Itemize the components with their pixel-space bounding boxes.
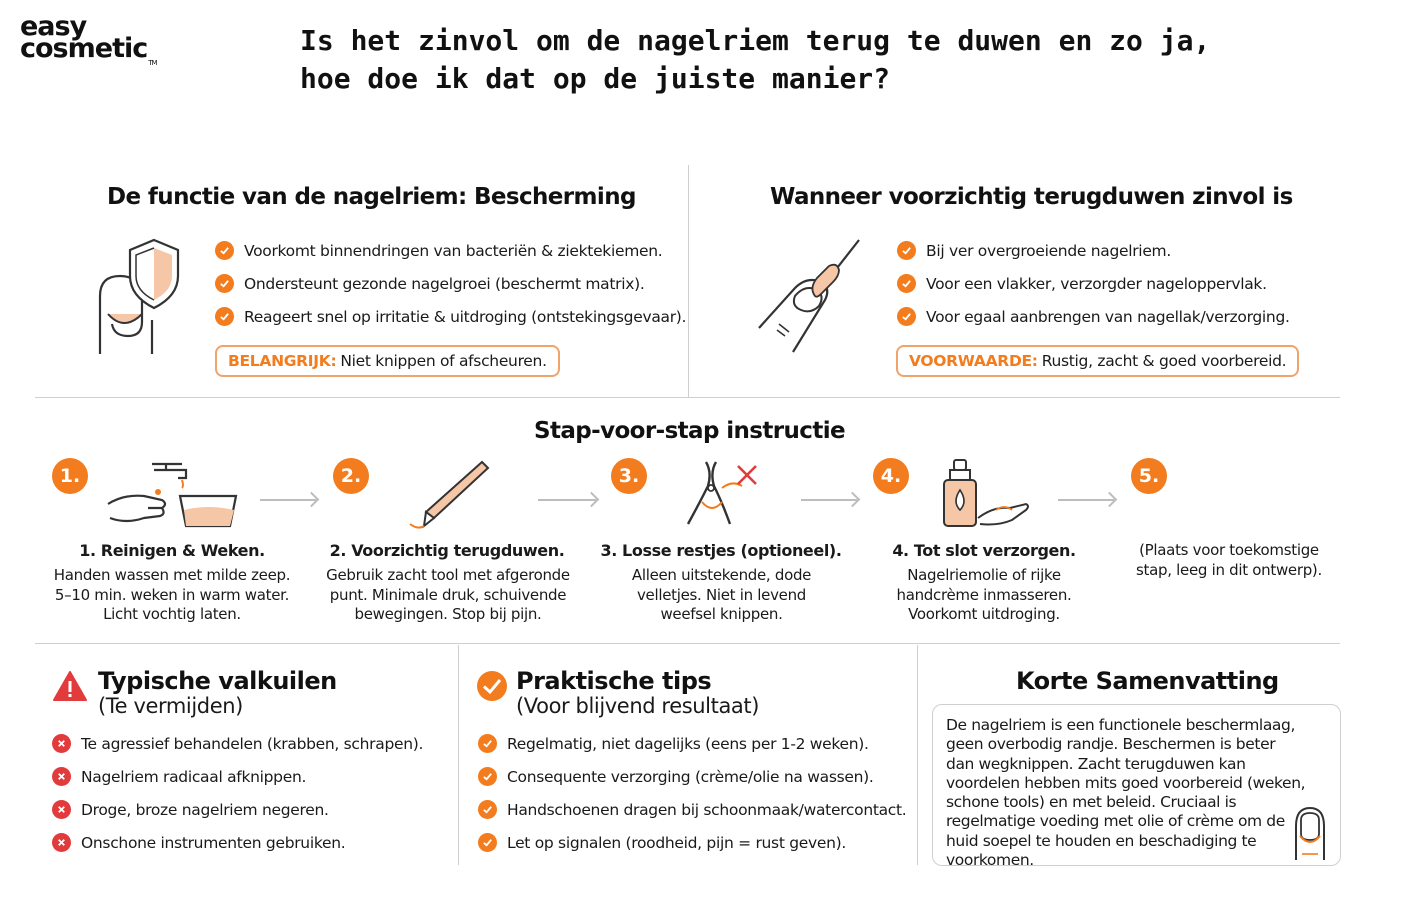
nail-icon <box>1290 804 1330 862</box>
list-item: Droge, broze nagelriem negeren. <box>52 793 423 826</box>
step-arrow <box>801 499 857 501</box>
step-number-4: 4. <box>873 458 909 494</box>
logo-line-2: cosmetic <box>20 33 148 64</box>
cuticle-pusher-icon <box>404 458 494 530</box>
check-circle-icon <box>478 734 497 753</box>
step-number-5: 5. <box>1131 458 1167 494</box>
page-title: Is het zinvol om de nagelriem terug te duwen en zo ja, hoe doe ik dat op de juiste manier? <box>300 24 1211 95</box>
cross-circle-icon <box>52 800 71 819</box>
step-desc-2: Gebruik zacht tool met afgeronde punt. Minimale druk, schuivende bewegingen. Stop bij pijn. <box>326 566 570 623</box>
step-title-4: 4. Tot slot verzorgen. <box>892 541 1076 560</box>
warning-icon <box>52 670 88 702</box>
check-circle-icon <box>478 800 497 819</box>
pitfalls-list <box>52 727 423 859</box>
tips-list <box>478 727 906 859</box>
oil-bottle-hand-icon <box>940 458 1032 530</box>
check-circle-icon <box>897 241 916 260</box>
when-list <box>897 234 1290 333</box>
steps-title: Stap-voor-stap instructie <box>534 418 846 444</box>
important-note <box>215 345 560 377</box>
list-item: Ondersteunt gezonde nagelgroei (beschermt matrix). <box>215 267 686 300</box>
step-number-1: 1. <box>52 458 88 494</box>
cross-circle-icon <box>52 833 71 852</box>
list-item: Voor een vlakker, verzorgder nageloppervlak. <box>897 267 1290 300</box>
cross-circle-icon <box>52 767 71 786</box>
divider <box>35 397 1340 398</box>
step-arrow <box>260 499 316 501</box>
step-number-2: 2. <box>333 458 369 494</box>
logo-trademark: TM <box>148 59 157 67</box>
divider <box>35 643 1340 644</box>
pitfalls-title: Typische valkuilen <box>98 667 337 695</box>
list-item: Let op signalen (roodheid, pijn = rust geven). <box>478 826 906 859</box>
tips-title: Praktische tips <box>516 667 712 695</box>
step-desc-1: Handen wassen met milde zeep. 5–10 min. weken in warm water. Licht vochtig laten. <box>53 566 291 623</box>
finger-shield-icon <box>92 236 188 358</box>
check-circle-icon <box>478 833 497 852</box>
divider <box>917 645 918 865</box>
cross-circle-icon <box>52 734 71 753</box>
function-list <box>215 234 686 333</box>
hands-washing-icon <box>104 458 240 530</box>
check-circle-icon <box>215 241 234 260</box>
check-circle-icon <box>897 307 916 326</box>
function-title: De functie van de nagelriem: Bescherming <box>107 184 636 210</box>
list-item: Nagelriem radicaal afknippen. <box>52 760 423 793</box>
step-desc-4: Nagelriemolie of rijke handcrème inmasseren. Voorkomt uitdroging. <box>896 566 1072 623</box>
nipper-icon <box>682 458 762 530</box>
tips-subtitle: (Voor blijvend resultaat) <box>516 694 760 718</box>
divider <box>458 645 459 865</box>
note-label: VOORWAARDE: <box>909 352 1038 370</box>
summary-text: De nagelriem is een functionele beschermlaag, geen overbodig randje. Beschermen is beter dan wegknippen. Zacht terugduwen kan voordelen hebben mits goed voorbereid (weken, schone tools) en met beleid. Cruciaal is regelmatige voeding met olie of crème om de huid soepel te houden en beschadiging te voorkomen. <box>946 716 1306 870</box>
list-item: Voorkomt binnendringen van bacteriën & ziektekiemen. <box>215 234 686 267</box>
check-circle-icon <box>215 307 234 326</box>
note-text: Rustig, zacht & goed voorbereid. <box>1041 352 1287 370</box>
check-circle-icon <box>476 670 508 702</box>
logo-line-1: easy <box>20 11 87 42</box>
check-circle-icon <box>478 767 497 786</box>
list-item: Handschoenen dragen bij schoonmaak/watercontact. <box>478 793 906 826</box>
brand-logo <box>20 11 157 67</box>
step-arrow <box>1058 499 1114 501</box>
summary-title: Korte Samenvatting <box>1016 667 1279 695</box>
divider <box>688 165 689 397</box>
list-item: Bij ver overgroeiende nagelriem. <box>897 234 1290 267</box>
pitfalls-subtitle: (Te vermijden) <box>98 694 243 718</box>
step-title-1: 1. Reinigen & Weken. <box>79 541 265 560</box>
list-item: Voor egaal aanbrengen van nagellak/verzorging. <box>897 300 1290 333</box>
step-title-2: 2. Voorzichtig terugduwen. <box>329 541 565 560</box>
step-arrow <box>538 499 596 501</box>
list-item: Reageert snel op irritatie & uitdroging (ontstekingsgevaar). <box>215 300 686 333</box>
step-title-3: 3. Losse restjes (optioneel). <box>600 541 842 560</box>
list-item: Te agressief behandelen (krabben, schrapen). <box>52 727 423 760</box>
step-desc-3: Alleen uitstekende, dode velletjes. Niet in levend weefsel knippen. <box>631 566 812 623</box>
step-desc-5: (Plaats voor toekomstige stap, leeg in dit ontwerp). <box>1136 541 1322 579</box>
condition-note <box>896 345 1299 377</box>
note-label: BELANGRIJK: <box>228 352 337 370</box>
list-item: Onschone instrumenten gebruiken. <box>52 826 423 859</box>
check-circle-icon <box>897 274 916 293</box>
list-item: Regelmatig, niet dagelijks (eens per 1-2 weken). <box>478 727 906 760</box>
step-number-3: 3. <box>611 458 647 494</box>
when-title: Wanneer voorzichtig terugduwen zinvol is <box>770 184 1293 210</box>
list-item: Consequente verzorging (crème/olie na wassen). <box>478 760 906 793</box>
note-text: Niet knippen of afscheuren. <box>340 352 547 370</box>
finger-pusher-icon <box>755 236 865 356</box>
check-circle-icon <box>215 274 234 293</box>
